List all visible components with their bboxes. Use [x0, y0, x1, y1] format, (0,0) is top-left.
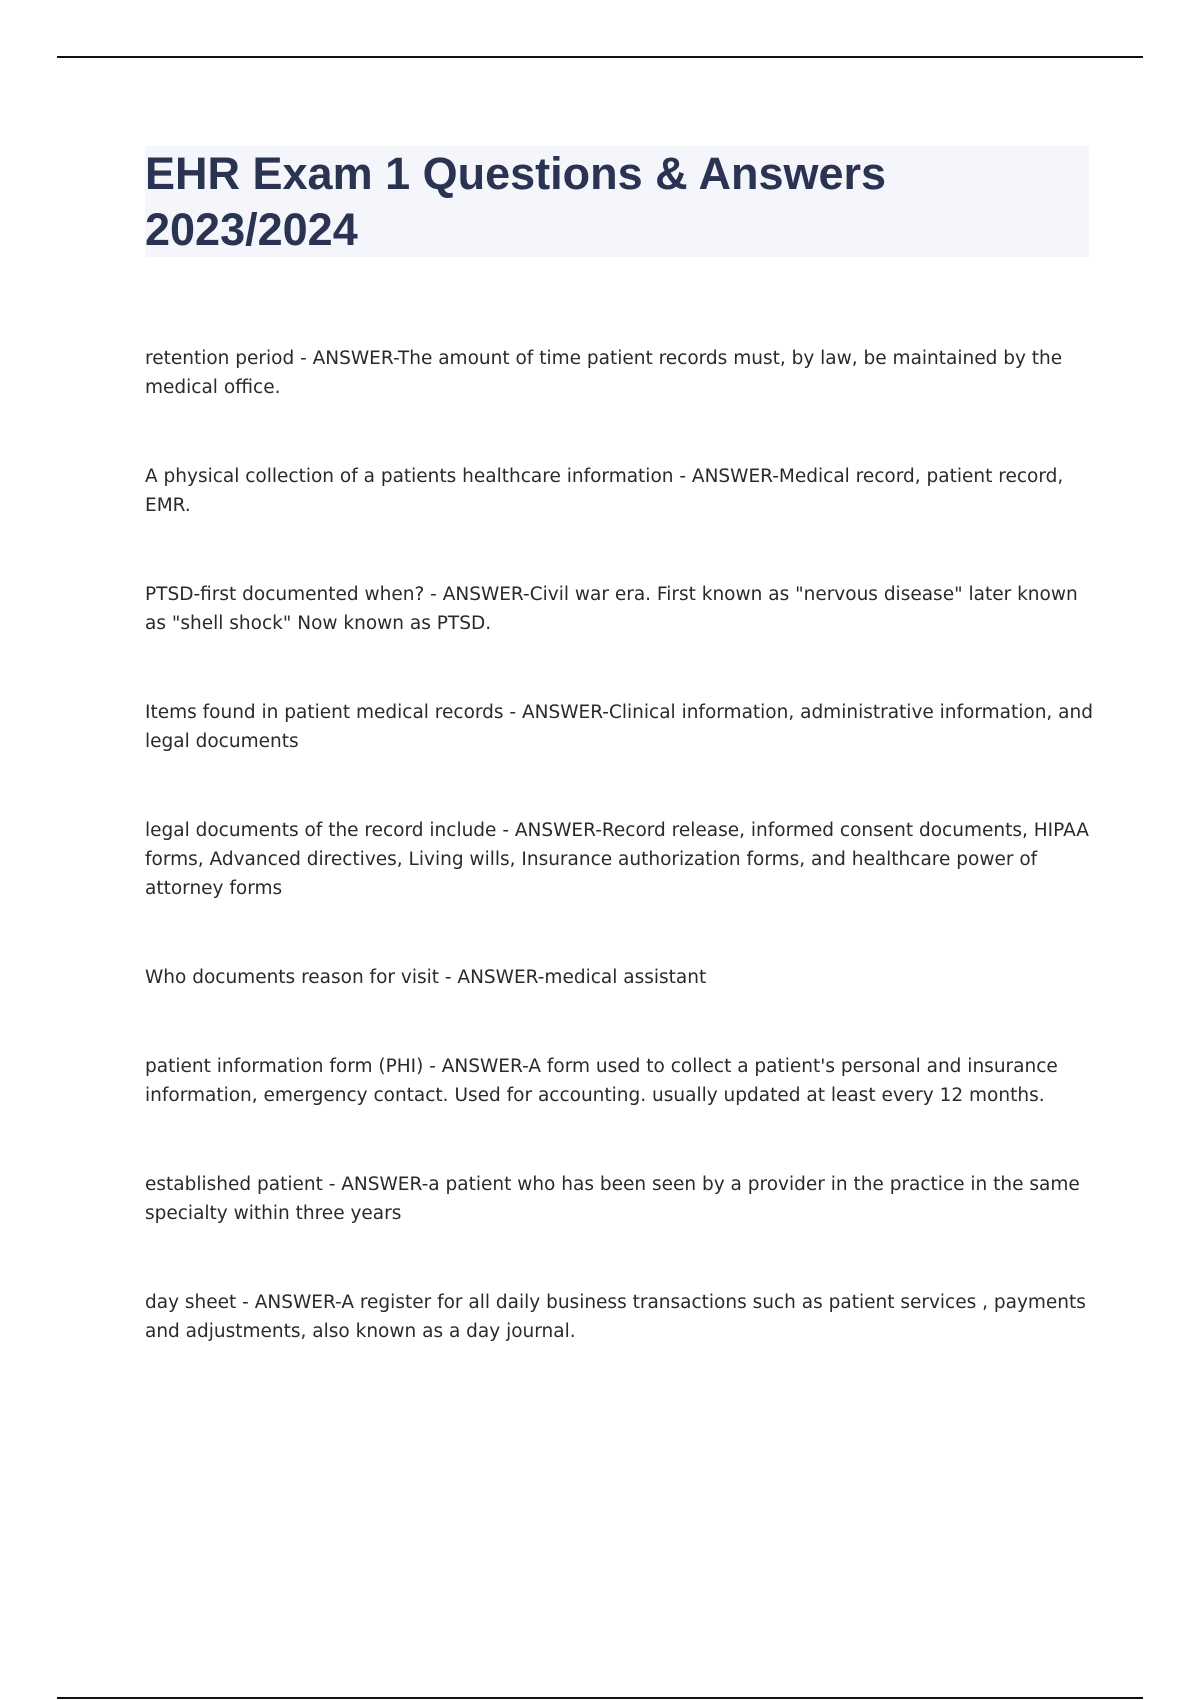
qa-item-retention-period: retention period - ANSWER-The amount of time patient records must, by law, be maintained by the medical office. — [145, 348, 1063, 398]
qa-item-ptsd: PTSD-first documented when? - ANSWER-Civil war era. First known as "nervous disease" later known as "shell shock" Now known as PTSD. — [145, 584, 1078, 634]
title-block — [145, 146, 1089, 257]
qa-item-established-patient: established patient - ANSWER-a patient who has been seen by a provider in the practice in the same specialty within three years — [145, 1174, 1080, 1224]
qa-item-legal-documents: legal documents of the record include - ANSWER-Record release, informed consent documents, HIPAA forms, Advanced directives, Living wills, Insurance authorization forms, and healthcare power of attorney forms — [145, 820, 1089, 899]
qa-item-patient-information-form: patient information form (PHI) - ANSWER-A form used to collect a patient's personal and insurance information, emergency contact. Used for accounting. usually updated at least every 12 months. — [145, 1056, 1058, 1106]
qa-item-day-sheet: day sheet - ANSWER-A register for all daily business transactions such as patient services , payments and adjustments, also known as a day journal. — [145, 1292, 1086, 1342]
bottom-divider — [57, 1697, 1143, 1699]
qa-item-medical-record: A physical collection of a patients healthcare information - ANSWER-Medical record, patient record, EMR. — [145, 466, 1064, 516]
document-title: EHR Exam 1 Questions & Answers 2023/2024 — [145, 148, 887, 255]
qa-list — [145, 344, 1095, 1406]
qa-item-record-items: Items found in patient medical records - ANSWER-Clinical information, administrative information, and legal documents — [145, 702, 1093, 752]
qa-item-reason-for-visit: Who documents reason for visit - ANSWER-medical assistant — [145, 967, 707, 988]
top-divider — [57, 56, 1143, 58]
